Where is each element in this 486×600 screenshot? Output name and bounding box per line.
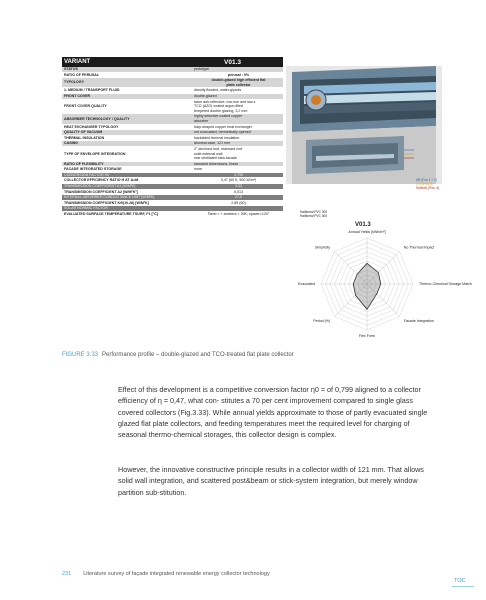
row-label: TYPE OF ENVELOPE INTEGRATION <box>62 147 192 161</box>
row-value <box>192 141 283 146</box>
table-header <box>62 57 283 67</box>
row-value <box>192 184 283 189</box>
row-label: COLLECTOR EFFICIENCY RATIO Η AT Δ=M <box>62 178 192 183</box>
row-value <box>192 67 283 72</box>
row-value-line: 3,33 <box>235 184 242 189</box>
row-value <box>192 173 283 178</box>
row-value <box>192 178 283 183</box>
row-label: SOLAR NORMAL FACTOR <box>62 206 192 211</box>
row-value <box>192 78 283 87</box>
page-number: 231 <box>62 571 72 577</box>
row-label: HEAT EXCHANGER TYPOLOGY <box>62 125 192 130</box>
row-value-line: double-glazed <box>194 93 217 98</box>
row-label: EVALUATED SURFACE TEMPERATURE TSURF, F1 [°C] <box>62 212 192 217</box>
radar-axis-label: Thermo-Chemical Storage Match <box>419 282 472 287</box>
row-value <box>192 130 283 135</box>
row-value-line: 0,799 <box>234 172 243 177</box>
table-row <box>62 100 283 115</box>
row-value-line: 27,5 <box>235 195 242 200</box>
row-value-line: harp-shaped copper heat exchanger <box>194 124 252 129</box>
collector-cross-section-image <box>286 66 442 184</box>
photo-label: Halbkreal PVC 300 <box>300 210 328 214</box>
row-label: FACADE INTEGRATED STORAGE <box>62 167 192 172</box>
row-value <box>192 114 283 123</box>
row-value-line: perusal : 0% <box>227 72 250 77</box>
row-label: ABSORBER TECHNOLOGY / QUALITY <box>62 114 192 123</box>
row-label: RATIO OF PERUSAL <box>62 73 192 78</box>
row-label: CONVERSION FACTOR Η0 <box>62 173 192 178</box>
radar-axis-label: Flex Form <box>358 334 376 339</box>
row-value-line: not evacuated, hermetically opened <box>194 130 251 135</box>
figure-caption-text: Performance profile – double-glazed and TCO-treated flat plate collector <box>102 352 294 358</box>
row-value <box>192 190 283 195</box>
radar-axis-label: Evacuated <box>298 282 315 287</box>
row-value-line: Tamb = + ambient = 30K; spacer=120° <box>207 212 270 217</box>
row-label: INTERNAL ABSORBER CONDUCTANCE UINT [W/M²K] <box>62 195 192 200</box>
variant-label: VARIANT <box>64 59 91 65</box>
row-value-line: 2,85 (60) <box>231 200 246 205</box>
row-value <box>192 94 283 99</box>
table-row <box>62 212 283 218</box>
row-value <box>192 195 283 200</box>
row-value-line: backsided thermal insulation <box>194 135 240 140</box>
radar-axis-label: No Thermal Impact <box>403 245 435 250</box>
row-value <box>192 88 283 93</box>
row-value-line: twice anti-reflective, low-iron and low-ε <box>194 99 256 104</box>
toc-link[interactable]: TOC <box>454 578 466 584</box>
row-label: THERMAL INSULATION <box>62 136 192 141</box>
collector-spec-table <box>62 57 283 218</box>
row-value-line: directly flooded, water-glycols <box>194 88 242 93</box>
radar-axis-label: Annual Yields [kWh/m²] <box>348 230 386 235</box>
page-footer <box>62 571 270 577</box>
row-value-line: 0,013 <box>234 189 243 194</box>
radar-title: V01.3 <box>355 222 371 228</box>
row-value <box>192 136 283 141</box>
radar-axis-label: Simplicity <box>315 245 331 250</box>
legend-item-ar: AR (Pos 1 + 2) <box>416 178 437 182</box>
row-value-line: tempered double glazing, 3,2 mm <box>194 108 248 113</box>
row-label: TRANSMISSION COEFFICIENT KΘ(10.28) [W/M²K] <box>62 201 192 206</box>
row-value-line: highly selective coated copper <box>194 114 243 119</box>
row-value-line: solid external wall <box>194 151 223 156</box>
row-label: 1. MEDIUM / TRANSPORT FLUID <box>62 88 192 93</box>
radar-series <box>353 263 381 309</box>
row-label: STATUS <box>62 67 192 72</box>
row-label: FRONT COVER QUALITY <box>62 100 192 114</box>
performance-radar-chart <box>284 222 472 352</box>
row-label: FRONT COVER <box>62 94 192 99</box>
table-row <box>62 114 283 124</box>
radar-axis-label: Period (%) <box>313 319 331 323</box>
variant-value: V01.3 <box>224 58 241 66</box>
row-value <box>192 201 283 206</box>
row-value <box>192 147 283 161</box>
row-value <box>192 73 283 78</box>
legend-item-ito: ITO (Pos.3) <box>416 182 433 186</box>
row-value-line: rear ventilated stick-facade <box>194 156 237 161</box>
photo-side-labels <box>300 210 327 218</box>
row-value-line: standard dimensions, linear <box>194 161 238 166</box>
row-value <box>192 125 283 130</box>
row-label: CASING <box>62 141 192 146</box>
row-value-line: plate collector <box>226 82 251 87</box>
row-value <box>192 100 283 114</box>
toc-underline <box>452 586 474 587</box>
row-label: QUALITY OF VACUUM <box>62 130 192 135</box>
table-row <box>62 147 283 162</box>
row-value-line: prototype <box>194 67 209 71</box>
figure-caption <box>62 352 294 358</box>
row-value-line: absorber <box>194 118 209 123</box>
row-label: RATIO OF FLEXIBILITY <box>62 162 192 167</box>
row-value <box>192 167 283 172</box>
legend-item-selective: Selektiv (Pos. 4) <box>416 186 440 190</box>
row-value <box>192 206 283 211</box>
row-value-line: 2° declined roof, rearward roof <box>194 146 243 151</box>
row-value-line: 0,47 (60 K, 500 W/m²) <box>220 178 257 183</box>
row-label: TYPOLOGY <box>62 78 192 87</box>
row-label: TRANSMISSION COEFFICIENT A2 [W/M²K²] <box>62 190 192 195</box>
row-value-line: alumina case, 121 mm <box>194 141 231 146</box>
row-value-line: double-glazed high efficient flat <box>211 78 266 83</box>
body-paragraph: Effect of this development is a competitive conversion factor η0 = of 0,799 aligned to a collector efficiency of η = 0,47, what con- stitutes a 70 per cent improvement compared to single glass covered collectors (Fig.3.33). While annual yields approximate to those of partly evacuated single glazed flat plate collectors, and feeding temperatures meet the required level for charging of seasonal thermo-chemical storages, this collector design is complex. <box>118 385 428 440</box>
figure-number: FIGURE 3.33 <box>62 352 99 358</box>
photo-legend <box>416 178 439 190</box>
row-value-line: TCO (AZO) coated argon-filled <box>194 104 243 109</box>
running-title: Literature survey of façade integrated renewable energy collector technology <box>83 571 270 577</box>
body-paragraph: However, the innovative constructive principle results in a collector width of 121 mm. That allows solid wall integration, and scattered post&beam or stick-system integration, but merely window partition sub-stitution. <box>118 465 424 497</box>
table-row <box>62 78 283 88</box>
row-value <box>192 162 283 167</box>
row-value-line: none <box>194 167 202 172</box>
photo-label: Halbkreal PVC 300 <box>300 214 328 218</box>
row-label: TRANSMISSION COEFFICIENT A1 [W/M²K] <box>62 184 192 189</box>
row-value <box>192 212 283 217</box>
radar-axis-label: Facade Integration <box>403 319 434 323</box>
